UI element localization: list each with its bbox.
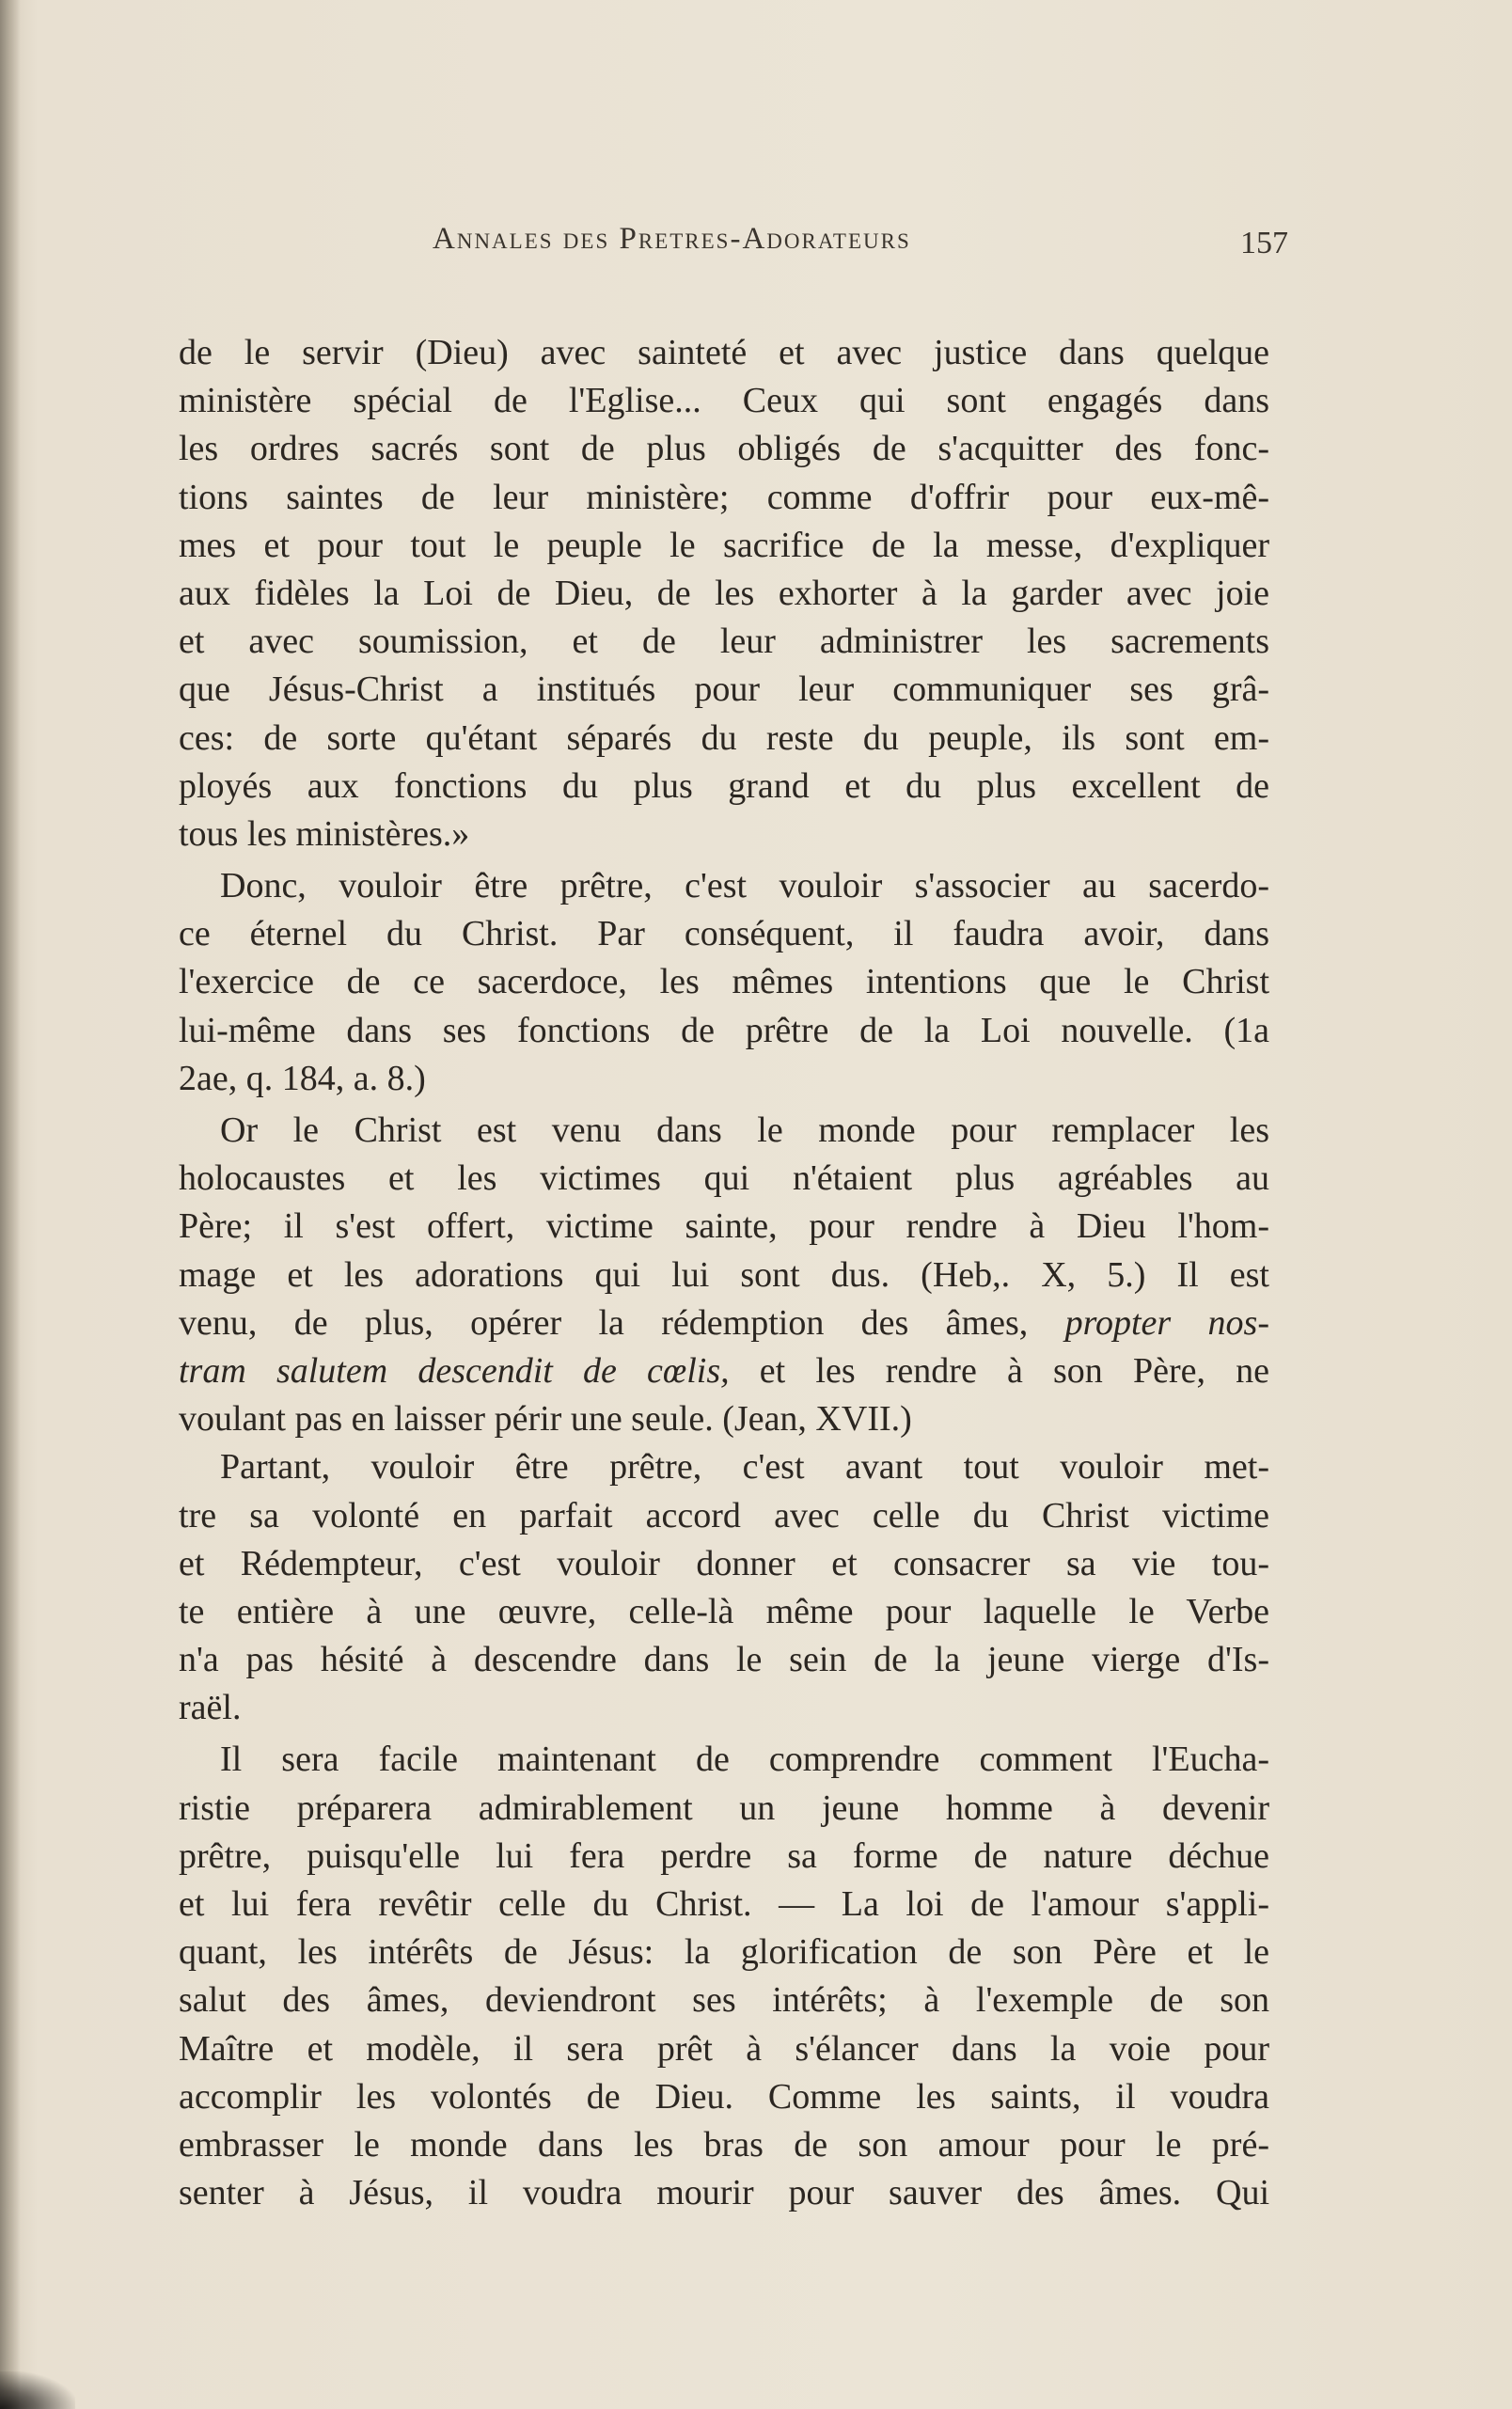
text-line: ce éternel du Christ. Par conséquent, il faudra avoir, dans [179, 914, 1269, 954]
text-line: tre sa volonté en parfait accord avec celle du Christ victime [179, 1495, 1269, 1535]
text-line [179, 1347, 1269, 1395]
text-line [179, 1299, 1269, 1347]
text-line: n'a pas hésité à descendre dans le sein de la jeune vierge d'Is- [179, 1640, 1269, 1680]
text-line: ces: de sorte qu'étant séparés du reste du peuple, ils sont em- [179, 717, 1269, 758]
text-line: te entière à une œuvre, celle-là même pour laquelle le Verbe [179, 1591, 1269, 1631]
text-segment: et les rendre à son Père, ne [729, 1350, 1270, 1391]
text-line: voulant pas en laisser périr une seule. (Jean, XVII.) [179, 1399, 912, 1440]
running-title: Annales des Pretres-Adorateurs [433, 222, 911, 256]
text-line: et Rédempteur, c'est vouloir donner et consacrer sa vie tou- [179, 1543, 1269, 1583]
text-segment: venu, de plus, opérer la rédemption des âmes, [179, 1302, 1065, 1343]
text-line: embrasser le monde dans les bras de son amour pour le pré- [179, 2124, 1269, 2165]
text-line: Il sera facile maintenant de comprendre comment l'Eucha- [220, 1740, 1269, 1780]
running-head [179, 222, 1288, 269]
latin-quote: propter nos- [1064, 1302, 1269, 1343]
text-line: salut des âmes, deviendront ses intérêts; à l'exemple de son [179, 1980, 1269, 2021]
corner-shadow [0, 2371, 75, 2409]
text-line: Maître et modèle, il sera prêt à s'élancer dans la voie pour [179, 2028, 1269, 2069]
text-line: raël. [179, 1688, 242, 1728]
text-line: holocaustes et les victimes qui n'étaient plus agréables au [179, 1158, 1269, 1199]
text-line: mage et les adorations qui lui sont dus. (Heb,. X, 5.) Il est [179, 1254, 1269, 1295]
text-line: 2ae, q. 184, a. 8.) [179, 1058, 426, 1098]
text-line: mes et pour tout le peuple le sacrifice de la messe, d'expliquer [179, 525, 1269, 565]
text-line: ployés aux fonctions du plus grand et du plus excellent de [179, 765, 1269, 806]
book-spine-shadow [0, 0, 21, 2409]
text-line: Donc, vouloir être prêtre, c'est vouloir s'associer au sacerdo- [220, 866, 1269, 906]
latin-quote: tram salutem descendit de cœlis, [179, 1350, 730, 1391]
text-line: senter à Jésus, il voudra mourir pour sauver des âmes. Qui [179, 2173, 1269, 2213]
text-line: Père; il s'est offert, victime sainte, pour rendre à Dieu l'hom- [179, 1206, 1269, 1247]
text-line: lui-même dans ses fonctions de prêtre de la Loi nouvelle. (1a [179, 1010, 1269, 1050]
text-line: les ordres sacrés sont de plus obligés de s'acquitter des fonc- [179, 429, 1269, 469]
text-line: et lui fera revêtir celle du Christ. — La loi de l'amour s'appli- [179, 1884, 1269, 1924]
text-line: Partant, vouloir être prêtre, c'est avant tout vouloir met- [220, 1447, 1269, 1488]
body-text [179, 329, 1269, 2217]
paragraph-5 [179, 1736, 1269, 2217]
text-line: tous les ministères.» [179, 813, 470, 854]
text-line: Or le Christ est venu dans le monde pour remplacer les [220, 1110, 1269, 1150]
text-line: quant, les intérêts de Jésus: la glorification de son Père et le [179, 1932, 1269, 1973]
text-line: que Jésus-Christ a institués pour leur communiquer ses grâ- [179, 669, 1269, 710]
text-line: aux fidèles la Loi de Dieu, de les exhorter à la garder avec joie [179, 573, 1269, 613]
text-line: prêtre, puisqu'elle lui fera perdre sa forme de nature déchue [179, 1835, 1269, 1876]
text-line: l'exercice de ce sacerdoce, les mêmes intentions que le Christ [179, 962, 1269, 1002]
page-number: 157 [1240, 226, 1288, 260]
paragraph-4 [179, 1443, 1269, 1732]
paragraph-3 [179, 1107, 1269, 1443]
text-line: accomplir les volontés de Dieu. Comme les saints, il voudra [179, 2076, 1269, 2117]
text-line: ristie préparera admirablement un jeune homme à devenir [179, 1787, 1269, 1828]
text-line: et avec soumission, et de leur administrer les sacrements [179, 622, 1269, 662]
text-line: ministère spécial de l'Eglise... Ceux qui sont engagés dans [179, 381, 1269, 421]
paragraph-2 [179, 862, 1269, 1103]
text-line: de le servir (Dieu) avec sainteté et avec justice dans quelque [179, 333, 1269, 372]
text-line: tions saintes de leur ministère; comme d'offrir pour eux-mê- [179, 477, 1269, 517]
paragraph-1 [179, 329, 1269, 858]
